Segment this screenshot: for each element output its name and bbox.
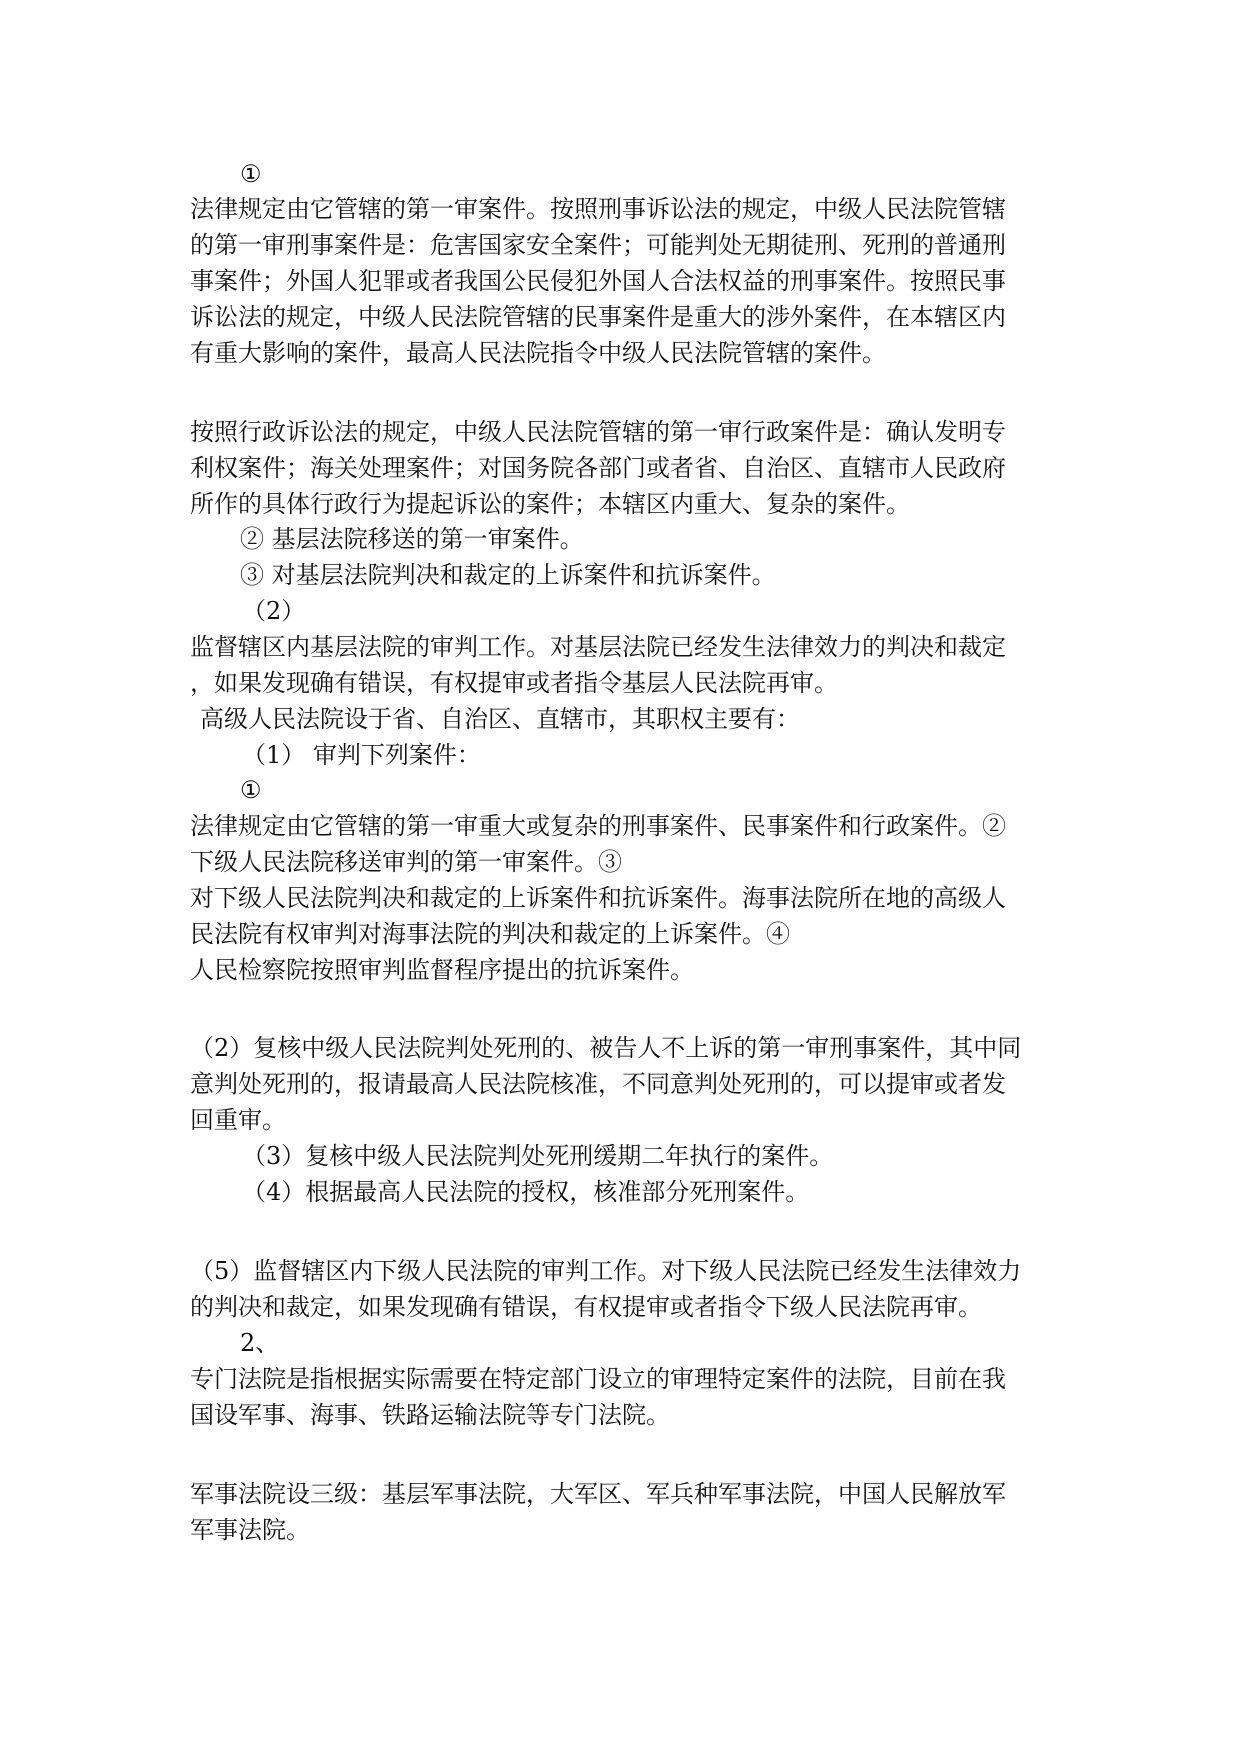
subsection-heading: （1） 审判下列案件： bbox=[242, 741, 481, 769]
body-line: 民法院有权审判对海事法院的判决和裁定的上诉案件。④ bbox=[190, 920, 790, 948]
body-line: 意判处死刑的，报请最高人民法院核准，不同意判处死刑的，可以提审或者发 bbox=[190, 1070, 1006, 1098]
section-heading-high-court: 高级人民法院设于省、自治区、直辖市，其职权主要有： bbox=[200, 705, 800, 733]
body-line: 对下级人民法院判决和裁定的上诉案件和抗诉案件。海事法院所在地的高级人 bbox=[190, 884, 1006, 912]
body-line: 人民检察院按照审判监督程序提出的抗诉案件。 bbox=[190, 956, 694, 984]
body-line: 回重审。 bbox=[190, 1106, 286, 1134]
list-item-3: ③ 对基层法院判决和裁定的上诉案件和抗诉案件。 bbox=[240, 561, 776, 589]
body-line: ，如果发现确有错误，有权提审或者指令基层人民法院再审。 bbox=[190, 669, 838, 697]
body-line: 军事法院设三级：基层军事法院，大军区、军兵种军事法院，中国人民解放军 bbox=[190, 1480, 1006, 1508]
body-line: 专门法院是指根据实际需要在特定部门设立的审理特定案件的法院，目前在我 bbox=[190, 1365, 1006, 1393]
body-line: （2）复核中级人民法院判处死刑的、被告人不上诉的第一审刑事案件，其中同 bbox=[190, 1034, 1022, 1062]
body-line: 的判决和裁定，如果发现确有错误，有权提审或者指令下级人民法院再审。 bbox=[190, 1293, 982, 1321]
body-line: （3）复核中级人民法院判处死刑缓期二年执行的案件。 bbox=[242, 1142, 834, 1170]
body-line: 事案件；外国人犯罪或者我国公民侵犯外国人合法权益的刑事案件。按照民事 bbox=[190, 267, 1006, 295]
body-line: （4）根据最高人民法院的授权，核准部分死刑案件。 bbox=[242, 1178, 810, 1206]
body-line: 按照行政诉讼法的规定，中级人民法院管辖的第一审行政案件是：确认发明专 bbox=[190, 418, 1006, 446]
section-marker-2: （2） bbox=[242, 597, 306, 625]
body-line: 国设军事、海事、铁路运输法院等专门法院。 bbox=[190, 1401, 670, 1429]
body-line: （5）监督辖区内下级人民法院的审判工作。对下级人民法院已经发生法律效力 bbox=[190, 1257, 1022, 1285]
section-number-2: 2、 bbox=[240, 1329, 280, 1357]
list-item-2: ② 基层法院移送的第一审案件。 bbox=[240, 525, 584, 553]
body-line: 法律规定由它管辖的第一审案件。按照刑事诉讼法的规定，中级人民法院管辖 bbox=[190, 195, 1006, 223]
body-line: 监督辖区内基层法院的审判工作。对基层法院已经发生法律效力的判决和裁定 bbox=[190, 633, 1006, 661]
body-line: 所作的具体行政行为提起诉讼的案件；本辖区内重大、复杂的案件。 bbox=[190, 490, 910, 518]
marker-circled-1: ① bbox=[240, 160, 262, 188]
body-line: 利权案件；海关处理案件；对国务院各部门或者省、自治区、直辖市人民政府 bbox=[190, 454, 1006, 482]
body-line: 下级人民法院移送审判的第一审案件。③ bbox=[190, 848, 622, 876]
marker-circled-1: ① bbox=[240, 776, 262, 804]
body-line: 有重大影响的案件，最高人民法院指令中级人民法院管辖的案件。 bbox=[190, 339, 886, 367]
body-line: 军事法院。 bbox=[190, 1516, 310, 1544]
body-line: 的第一审刑事案件是：危害国家安全案件；可能判处无期徒刑、死刑的普通刑 bbox=[190, 231, 1006, 259]
body-line: 法律规定由它管辖的第一审重大或复杂的刑事案件、民事案件和行政案件。② bbox=[190, 812, 1006, 840]
body-line: 诉讼法的规定，中级人民法院管辖的民事案件是重大的涉外案件，在本辖区内 bbox=[190, 303, 1006, 331]
